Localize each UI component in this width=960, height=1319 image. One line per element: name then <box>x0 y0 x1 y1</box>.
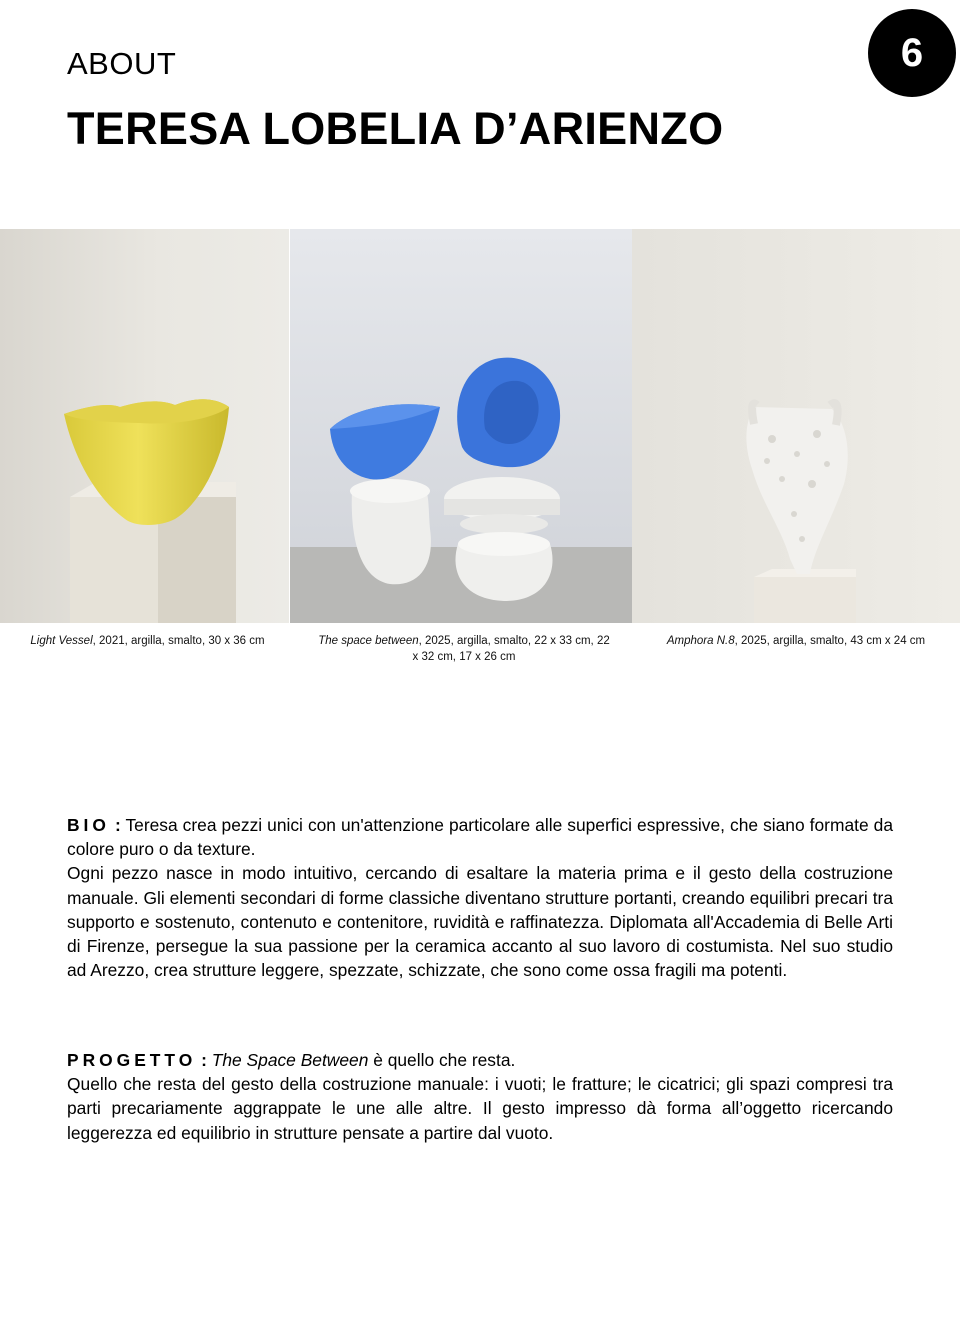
caption-title: Amphora N.8 <box>666 635 735 647</box>
bio-lead-paragraph <box>67 813 893 861</box>
bio-section <box>67 813 893 982</box>
project-lead: è quello che resta. <box>368 1050 516 1070</box>
caption-details: , 2025, argilla, smalto, 22 x 33 cm, 22 x 32 cm, 17 x 26 cm <box>412 635 610 663</box>
caption-amphora <box>640 633 952 649</box>
project-section <box>67 1048 893 1145</box>
caption-light-vessel <box>0 633 295 649</box>
project-lead-paragraph <box>67 1048 893 1072</box>
bio-lead: Teresa crea pezzi unici con un'attenzione particolare alle superfici espressive, che siano formate da colore puro o da texture. <box>67 815 894 860</box>
artist-name-heading: TERESA LOBELIA D’ARIENZO <box>67 103 724 154</box>
bio-label: BIO <box>67 815 110 835</box>
project-body: Quello che resta del gesto della costruzione manuale: i vuoti; le fratture; le cicatrici; gli spazi compresi tra parti precariamente aggrappate le une alle altre. Il gesto impresso dà forma all’oggetto ricercando leggerezza ed equilibrio in strutture pensate a partire dal vuoto. <box>67 1074 893 1143</box>
section-label: ABOUT <box>67 46 177 81</box>
bio-colon: : <box>109 815 121 835</box>
photo-space-between <box>290 229 632 623</box>
photo-light-vessel <box>0 229 289 623</box>
caption-title: The space between <box>318 635 419 647</box>
caption-details: , 2021, argilla, smalto, 30 x 36 cm <box>92 635 265 647</box>
caption-title: Light Vessel <box>30 635 93 647</box>
bio-body: Ogni pezzo nasce in modo intuitivo, cercando di esaltare la materia prima e il gesto della costruzione manuale. Gli elementi secondari di forme classiche diventano strutture portanti, creando equilibri precari tra supporto e sostenuto, contenuto e contenitore, ruvidità e raffinatezza. Diplomata all'Accademia di Belle Arti di Firenze, persegue la sua passione per la ceramica accanto al suo lavoro di costumista. Nel suo studio ad Arezzo, crea strutture leggere, spezzate, schizzate, che sono come ossa fragili ma potenti. <box>67 863 893 981</box>
photo-amphora <box>632 229 960 623</box>
caption-space-between <box>318 633 610 665</box>
project-label: PROGETTO <box>67 1050 197 1070</box>
project-title: The Space Between <box>211 1050 369 1070</box>
caption-details: , 2025, argilla, smalto, 43 cm x 24 cm <box>734 635 926 647</box>
project-colon: : <box>196 1050 207 1070</box>
page-number-badge: 6 <box>868 9 956 97</box>
